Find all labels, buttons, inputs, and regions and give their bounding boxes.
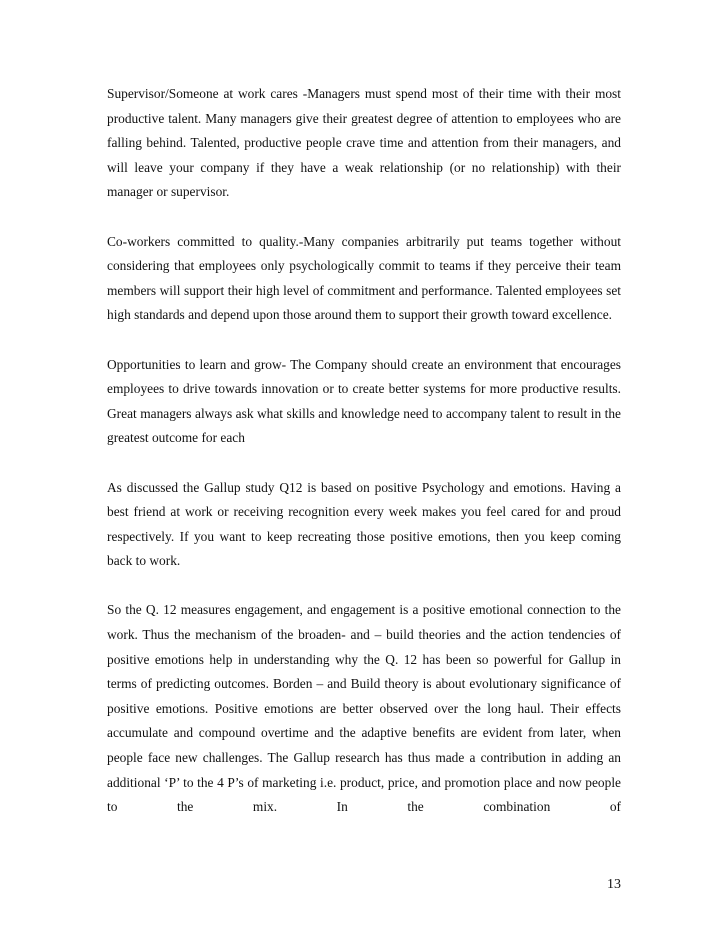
page-number: 13 [607,877,621,892]
paragraph-supervisor-cares: Supervisor/Someone at work cares -Managers must spend most of their time with their most productive talent. Many managers give their greatest degree of attention to employees who are falling behind. Talented, productive people crave time and attention from their managers, and will leave your company if they have a weak relationship (or no relationship) with their manager or supervisor. [107,86,621,200]
paragraph-engagement-theory: So the Q. 12 measures engagement, and engagement is a positive emotional connection to the work. Thus the mechanism of the broaden- and – build theories and the action tendencies of positive emotions help in understanding why the Q. 12 has been so powerful for Gallup in terms of predicting outcomes. Borden – and Build theory is about evolutionary significance of positive emotions. Positive emotions are better observed over the long haul. Their effects accumulate and compound overtime and the adaptive benefits are evident from later, when people face new challenges. The Gallup research has thus made a contribution in adding an additional ‘P’ to the 4 P’s of marketing i.e. product, price, and promotion place and now people to the mix. In the combination of [107,602,621,815]
paragraph-learn-and-grow: Opportunities to learn and grow- The Company should create an environment that encourages employees to drive towards innovation or to create better systems for more productive results. Great managers always ask what skills and knowledge need to accompany talent to result in the greatest outcome for each [107,356,621,446]
paragraph-gallup-q12: As discussed the Gallup study Q12 is based on positive Psychology and emotions. Having a best friend at work or receiving recognition every week makes you feel cared for and proud respectively. If you want to keep recreating those positive emotions, then you keep coming back to work. [107,479,621,569]
paragraph-coworkers-quality: Co-workers committed to quality.-Many companies arbitrarily put teams together without considering that employees only psychologically commit to teams if they perceive their team members will support their high level of commitment and performance. Talented employees set high standards and depend upon those around them to support their growth toward excellence. [107,233,621,323]
body-text [107,82,621,820]
